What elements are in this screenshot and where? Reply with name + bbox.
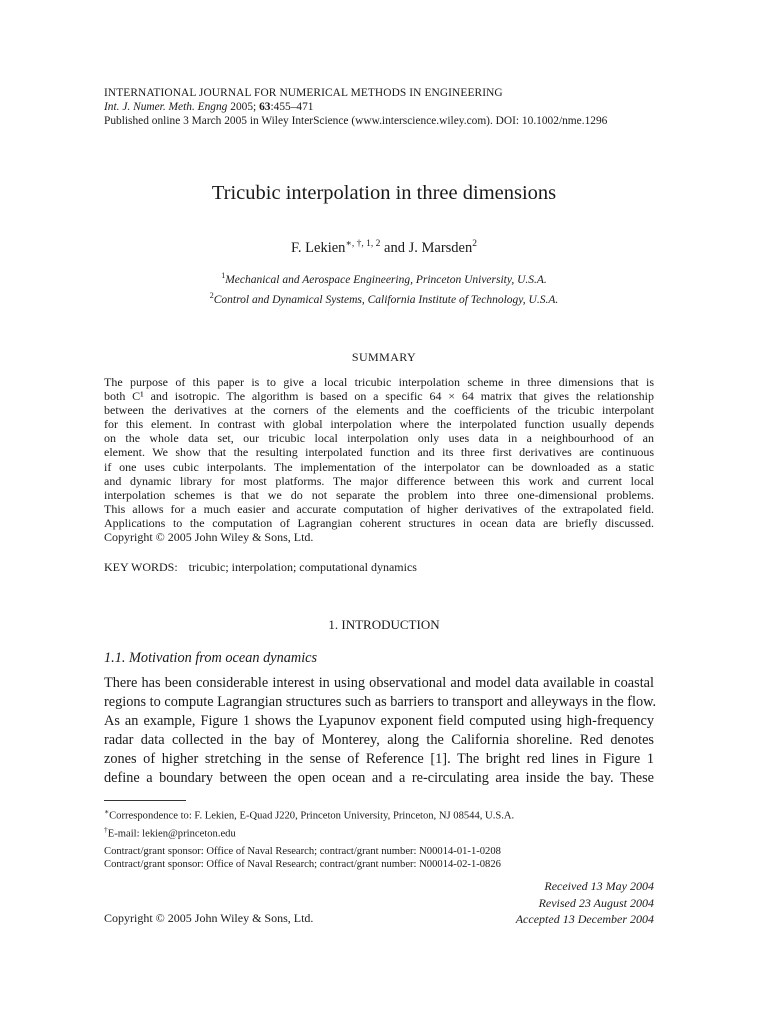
- affiliation-1: [0, 268, 768, 288]
- date-received: Received 13 May 2004: [544, 879, 654, 893]
- abstract-line: Applications to the computation of Lagrangian coherent structures in ocean data are briefly discussed.: [104, 515, 654, 530]
- footnote-mark: †: [104, 824, 108, 834]
- footnote-email: [104, 823, 514, 841]
- footnote-rule: [104, 800, 186, 801]
- abstract-line: Copyright © 2005 John Wiley & Sons, Ltd.: [104, 530, 314, 545]
- footnote-mark: ∗: [104, 807, 110, 816]
- abstract-line: element. We show that the resulting interpolated function and its three first derivatives are continuous: [104, 445, 654, 460]
- author-lekien-marks: ∗, †, 1, 2: [345, 239, 381, 249]
- citation-volume: 63: [259, 101, 271, 113]
- author-line: [0, 235, 768, 257]
- body-line: regions to compute Lagrangian structures such as barriers to transport and alleyways in the flow.: [104, 694, 657, 710]
- citation-pages: :455–471: [270, 101, 314, 113]
- author-marsden: J. Marsden: [408, 239, 473, 256]
- footnote-text: E-mail: lekien@princeton.edu: [107, 828, 236, 840]
- body-line: As an example, Figure 1 shows the Lyapunov exponent field computed using high-frequency: [104, 713, 654, 729]
- journal-name: INTERNATIONAL JOURNAL FOR NUMERICAL METHODS IN ENGINEERING: [104, 87, 503, 99]
- affiliation-mark: 1: [221, 271, 226, 280]
- citation-year: 2005;: [230, 101, 257, 113]
- footnote-text: Correspondence to: F. Lekien, E-Quad J220, Princeton University, Princeton, NJ 08544, U.S.A.: [109, 810, 515, 822]
- footnotes: [104, 805, 514, 840]
- author-marsden-marks: 2: [472, 239, 477, 249]
- author-lekien: F. Lekien: [291, 239, 346, 256]
- grant-line: Contract/grant sponsor: Office of Naval Research; contract/grant number: N00014-02-1-0826: [104, 859, 501, 870]
- published-line: Published online 3 March 2005 in Wiley InterScience (www.interscience.wiley.com). DOI: 10.1002/nme.1296: [104, 115, 608, 127]
- affiliation-2: [0, 288, 768, 308]
- abstract-line: The purpose of this paper is to give a local tricubic interpolation scheme in three dimensions that is: [104, 375, 654, 389]
- grant-line: Contract/grant sponsor: Office of Naval Research; contract/grant number: N00014-01-1-0208: [104, 846, 501, 857]
- abstract-line: for this element. In contrast with global interpolation where the interpolated function usually depends: [104, 417, 654, 432]
- body-line: radar data collected in the bay of Monterey, along the California shoreline. Red denotes: [104, 732, 654, 748]
- abstract-line: both C¹ and isotropic. The algorithm is based on a specific 64 × 64 matrix that gives the relationship: [104, 389, 654, 404]
- section-heading: 1. INTRODUCTION: [328, 617, 440, 632]
- abstract-line: and dynamic library for most platforms. The major difference between this work and current local: [104, 473, 654, 488]
- footnote-correspondence: [104, 805, 514, 823]
- abstract: [104, 375, 654, 544]
- date-accepted: Accepted 13 December 2004: [515, 912, 654, 926]
- copyright-footer: Copyright © 2005 John Wiley & Sons, Ltd.: [104, 911, 314, 925]
- date-revised: Revised 23 August 2004: [538, 895, 654, 910]
- subsection-heading: 1.1. Motivation from ocean dynamics: [104, 650, 318, 666]
- manuscript-dates: [516, 878, 654, 928]
- abstract-line: if one uses cubic interpolants. The implementation of the interpolator can be downloaded as a static: [104, 459, 654, 474]
- affiliation-mark: 2: [209, 290, 214, 300]
- body-text: [104, 674, 657, 788]
- body-line: There has been considerable interest in using observational and model data available in coastal: [104, 675, 654, 691]
- keywords: [104, 560, 417, 575]
- affiliation-text: Mechanical and Aerospace Engineering, Princeton University, U.S.A.: [225, 273, 547, 286]
- author-connector: and: [384, 239, 405, 256]
- abstract-line: interpolation schemes is that we do not separate the problem into three one-dimensional problems.: [104, 487, 654, 502]
- body-line: zones of higher stretching in the sense of Reference [1]. The bright red lines in Figure 1: [104, 751, 654, 767]
- abstract-line: between the derivatives at the corners of the elements and the coefficients of the tricubic interpolant: [104, 403, 654, 418]
- body-line: define a boundary between the open ocean and a re-circulating area inside the bay. These: [104, 770, 654, 786]
- keywords-value: tricubic; interpolation; computational dynamics: [188, 560, 417, 574]
- summary-heading: SUMMARY: [351, 350, 417, 364]
- abstract-line: on the whole data set, our tricubic local interpolation only uses data in a neighbourhood of an: [104, 431, 654, 446]
- citation-prefix: Int. J. Numer. Meth. Engng: [104, 101, 228, 113]
- journal-citation: [104, 100, 664, 114]
- grant-sponsors: [104, 845, 501, 871]
- paper-title: Tricubic interpolation in three dimensions: [211, 182, 557, 204]
- affiliations: [0, 268, 768, 308]
- keywords-label: KEY WORDS:: [104, 560, 178, 574]
- affiliation-text: Control and Dynamical Systems, California Institute of Technology, U.S.A.: [213, 293, 559, 306]
- abstract-line: This allows for a much easier and accurate computation of higher derivatives of the extrapolated field.: [104, 501, 654, 516]
- journal-header: [104, 86, 664, 128]
